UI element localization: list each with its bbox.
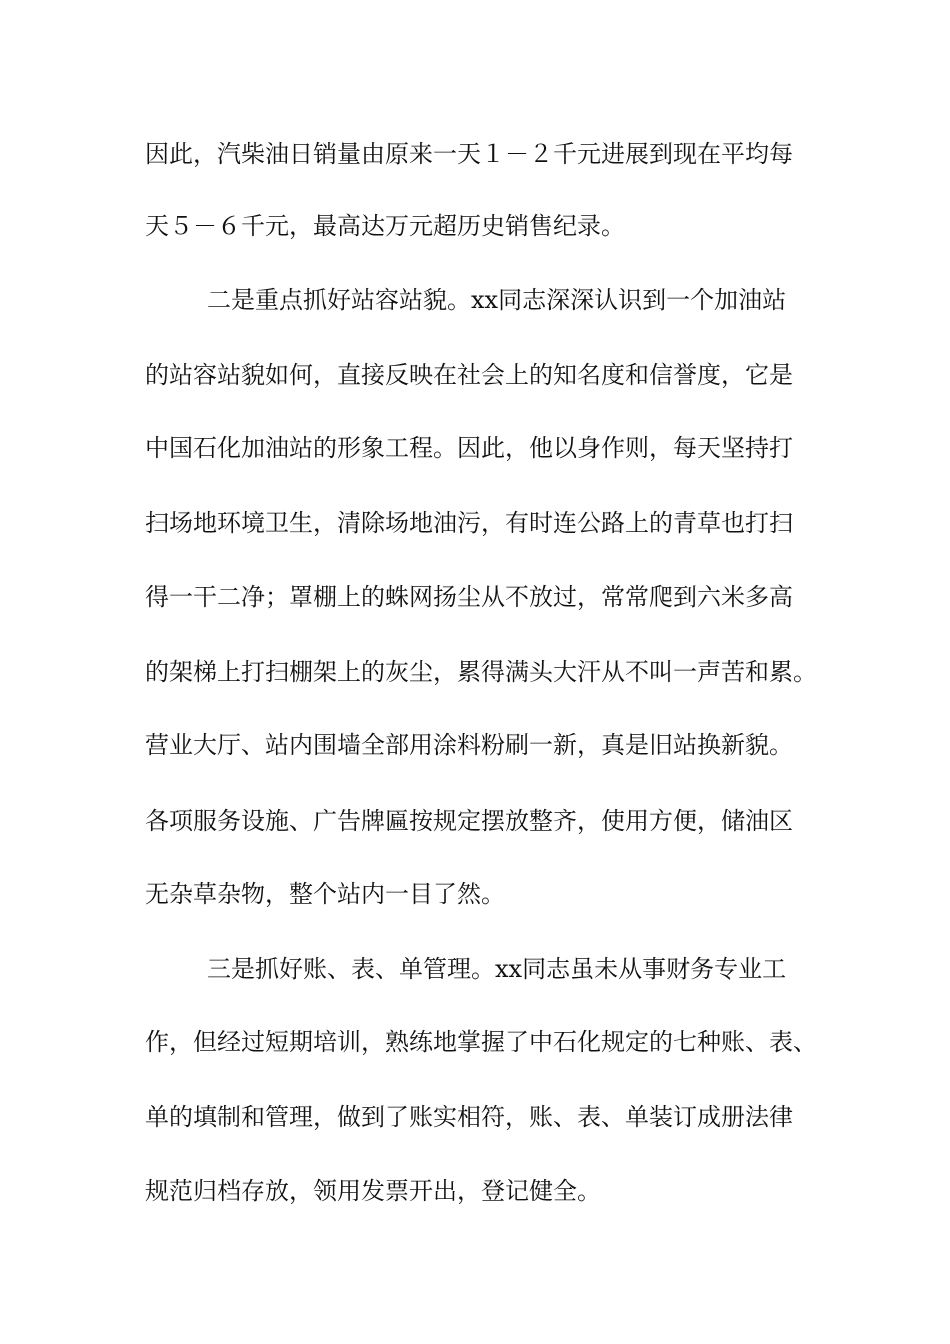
text-line: 规范归档存放，领用发票开出，登记健全。 (145, 1177, 601, 1205)
text-line: 天５－６千元，最高达万元超历史销售纪录。 (145, 212, 625, 240)
text-line: 无杂草杂物，整个站内一目了然。 (145, 880, 505, 908)
text-line: 得一干二净；罩棚上的蛛网扬尘从不放过，常常爬到六米多高 (145, 583, 793, 611)
text-line: 因此，汽柴油日销量由原来一天１－２千元进展到现在平均每 (145, 140, 793, 168)
text-line: 营业大厅、站内围墙全部用涂料粉刷一新，真是旧站换新貌。 (145, 731, 793, 759)
paragraph-start-line: 三是抓好账、表、单管理。xx同志虽未从事财务专业工 (207, 955, 787, 983)
text-line: 的站容站貌如何，直接反映在社会上的知名度和信誉度，它是 (145, 361, 793, 389)
text-line: 作，但经过短期培训，熟练地掌握了中石化规定的七种账、表、 (145, 1028, 817, 1056)
paragraph-start-line: 二是重点抓好站容站貌。xx同志深深认识到一个加油站 (207, 286, 787, 314)
text-line: 中国石化加油站的形象工程。因此，他以身作则，每天坚持打 (145, 434, 793, 462)
text-line: 单的填制和管理，做到了账实相符，账、表、单装订成册法律 (145, 1103, 793, 1131)
text-line: 各项服务设施、广告牌匾按规定摆放整齐，使用方便，储油区 (145, 807, 793, 835)
text-line: 扫场地环境卫生，清除场地油污，有时连公路上的青草也打扫 (145, 509, 793, 537)
text-line: 的架梯上打扫棚架上的灰尘，累得满头大汗从不叫一声苦和累。 (145, 658, 817, 686)
